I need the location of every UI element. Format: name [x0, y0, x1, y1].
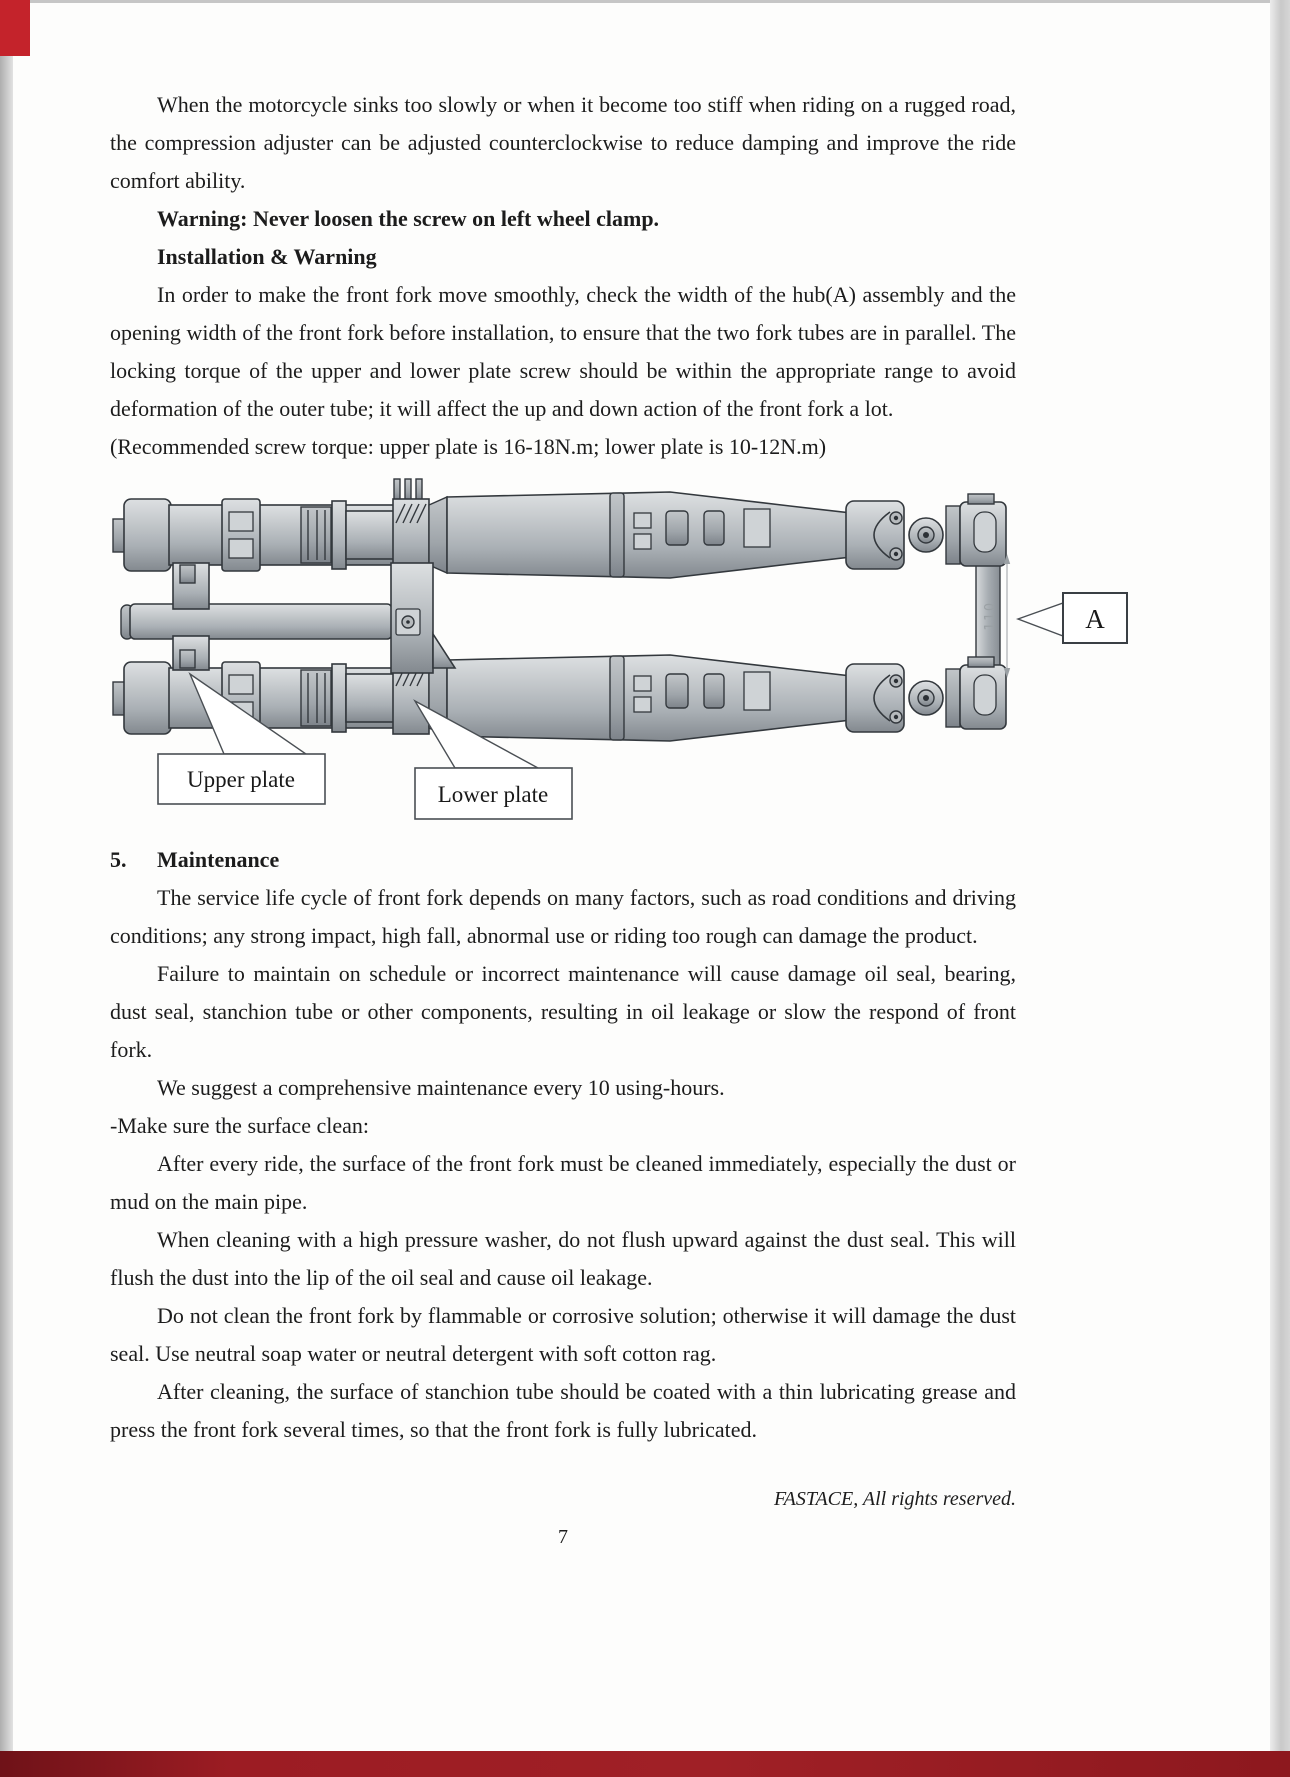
maintenance-paragraph: After every ride, the surface of the front fork must be cleaned immediately, especially the dust or mud on the main pipe.: [110, 1151, 1016, 1214]
scan-edge-right: [1270, 0, 1290, 1777]
page-number: 7: [558, 1526, 568, 1548]
red-bottom-band: [0, 1751, 1290, 1777]
callout-a-label: A: [1085, 604, 1105, 634]
red-corner-mark: [0, 0, 30, 56]
maintenance-paragraph: After cleaning, the surface of stanchion tube should be coated with a thin lubricating grease and press the front fork several times, so that the front fork is fully lubricated.: [110, 1379, 1016, 1442]
steering-stem: [121, 604, 392, 639]
page-content: [110, 86, 1105, 1549]
maintenance-paragraph: The service life cycle of front fork depends on many factors, such as road conditions and driving conditions; any strong impact, high fall, abnormal use or riding too rough can damage the product.: [110, 885, 1016, 948]
lower-plate: [391, 563, 455, 673]
maintenance-paragraph: Do not clean the front fork by flammable or corrosive solution; otherwise it will damage the dust seal. Use neutral soap water or neutral detergent with soft cotton rag.: [110, 1303, 1016, 1366]
front-fork-drawing: [110, 466, 1180, 841]
intro-paragraph: When the motorcycle sinks too slowly or when it become too stiff when riding on a rugged road, the compression adjuster can be adjusted counterclockwise to reduce damping and improve the ride comfort ability.: [110, 92, 1016, 193]
maintenance-paragraph: We suggest a comprehensive maintenance every 10 using-hours.: [157, 1075, 725, 1100]
lower-plate-label: Lower plate: [437, 782, 549, 807]
dimension-value: 110: [983, 601, 998, 631]
copyright-notice: FASTACE, All rights reserved.: [773, 1488, 1016, 1510]
callout-a: [1018, 593, 1127, 643]
section-number: 5.: [110, 847, 127, 872]
callout-a-leader: [1018, 603, 1063, 636]
front-fork-diagram: [110, 466, 1180, 841]
upper-fork-leg: [113, 479, 1006, 578]
installation-paragraph: In order to make the front fork move smoothly, check the width of the hub(A) assembly and the opening width of the front fork before installation, to ensure that the two fork tubes are in parallel. The locking torque of the upper and lower plate screw should be within the appropriate range to avoid deformation of the outer tube; it will affect the up and down action of the front fork a lot.: [110, 282, 1016, 421]
maintenance-paragraph: Failure to maintain on schedule or incorrect maintenance will cause damage oil seal, bearing, dust seal, stanchion tube or other components, resulting in oil leakage or slow the respond of front fork.: [110, 961, 1016, 1062]
upper-plate-label: Upper plate: [187, 767, 295, 792]
scan-edge-top: [0, 0, 1290, 3]
section-title: Maintenance: [157, 847, 280, 872]
maintenance-heading: [110, 841, 1016, 879]
maintenance-paragraph: When cleaning with a high pressure washer, do not flush upward against the dust seal. This will flush the dust into the lip of the oil seal and cause oil leakage.: [110, 1227, 1016, 1290]
scan-edge-left: [0, 0, 13, 1777]
installation-heading: Installation & Warning: [157, 244, 377, 269]
maintenance-paragraph: -Make sure the surface clean:: [110, 1113, 369, 1138]
warning-line: Warning: Never loosen the screw on left wheel clamp.: [157, 206, 660, 231]
torque-note: (Recommended screw torque: upper plate is 16-18N.m; lower plate is 10-12N.m): [110, 434, 827, 459]
